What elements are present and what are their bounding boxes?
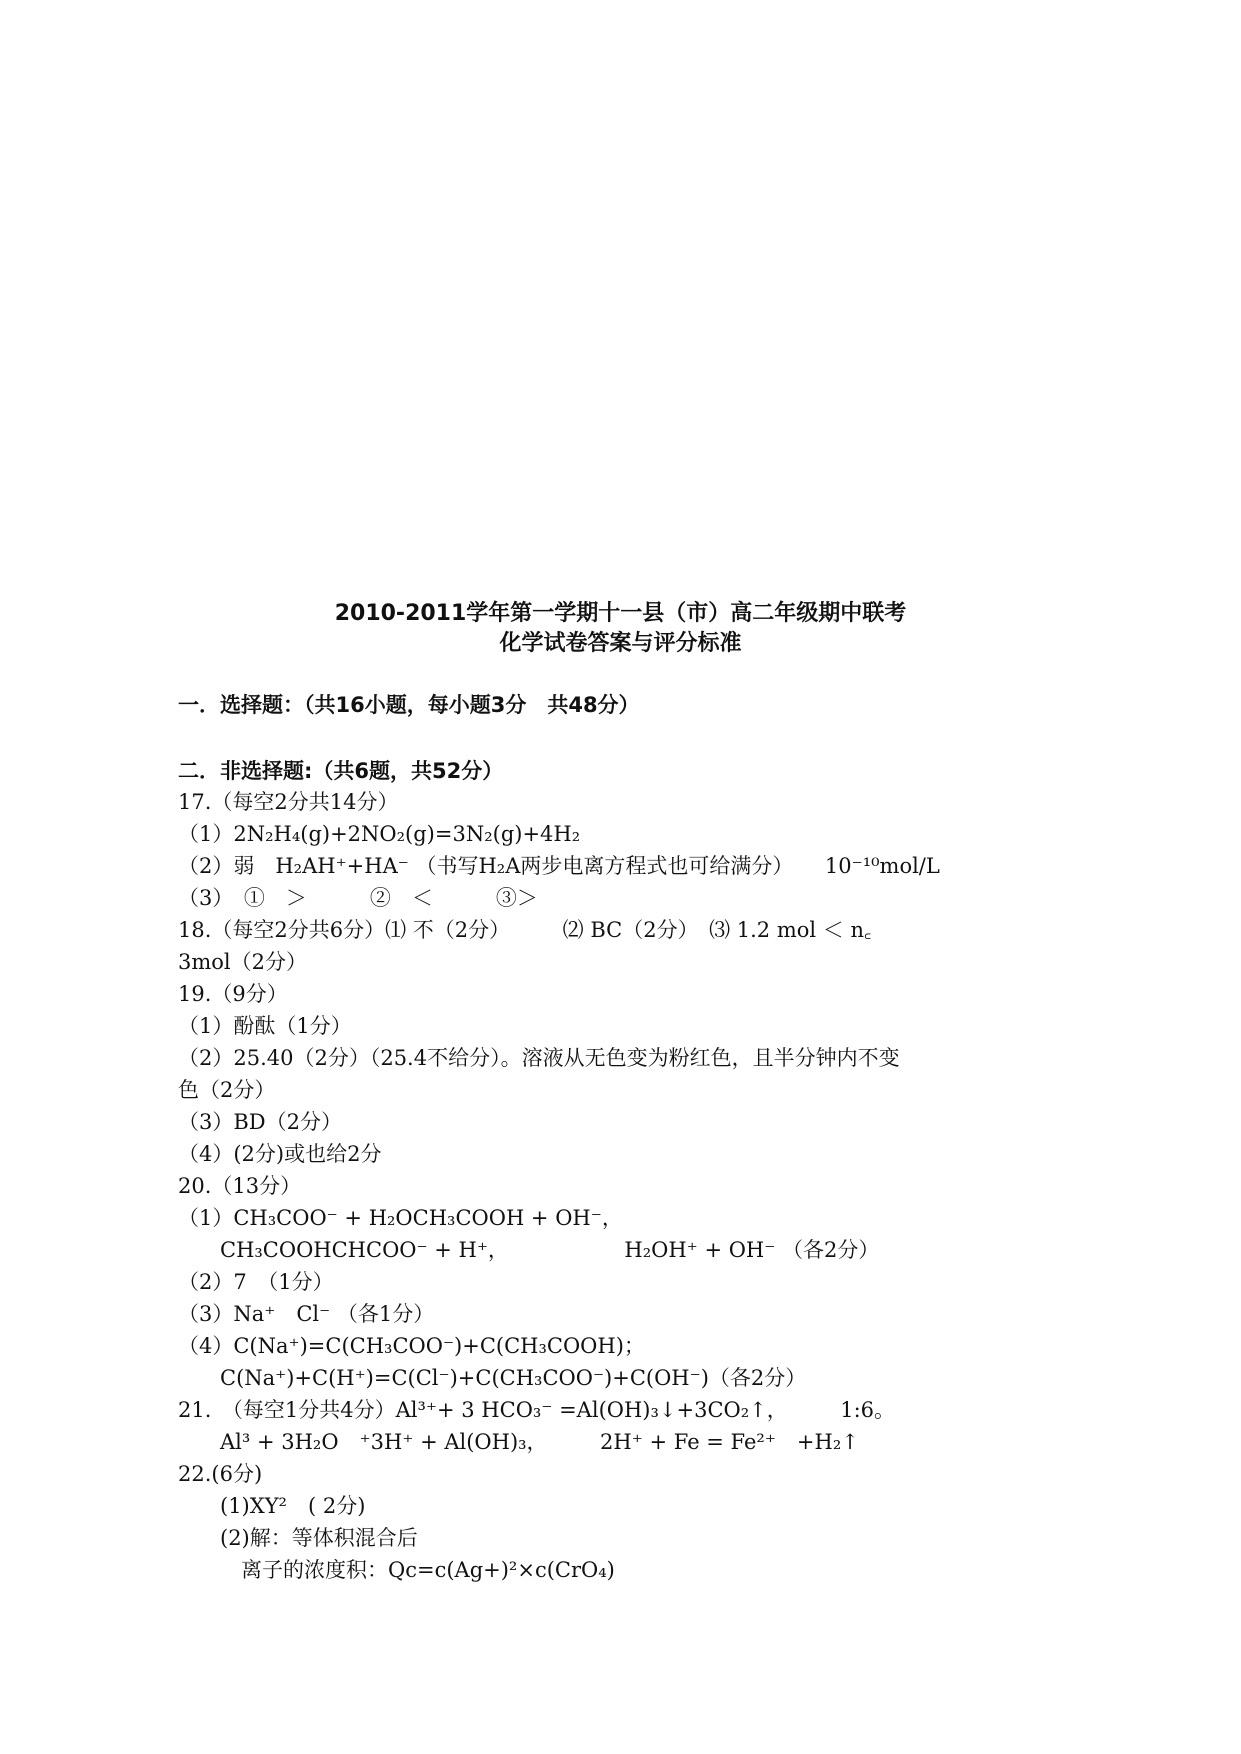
answer-line: 离子的浓度积：Qc=c(Ag+)²×c(CrO₄) xyxy=(178,1558,615,1582)
answer-line: （3）Na⁺ Cl⁻ （各1分） xyxy=(178,1302,435,1326)
answer-line: （4）(2分)或也给2分 xyxy=(178,1142,382,1166)
answer-line: (2)解：等体积混合后 xyxy=(178,1526,418,1550)
answer-line: 17.（每空2分共14分） xyxy=(178,790,399,814)
document-title: 2010-2011学年第一学期十一县（市）高二年级期中联考 xyxy=(334,601,907,626)
answer-line: 3mol（2分） xyxy=(178,950,307,974)
answer-line: 21. （每空1分共4分）Al³⁺+ 3 HCO₃⁻ =Al(OH)₃↓+3CO₂↑， 1:6。 xyxy=(178,1398,896,1422)
answer-line: 18.（每空2分共6分）⑴ 不（2分） ⑵ BC（2分） ⑶ 1.2 mol ＜ n꜀ xyxy=(178,918,872,942)
answer-line: (1)XY² ( 2分) xyxy=(178,1494,366,1518)
answer-line: （1）2N₂H₄(g)+2NO₂(g)=3N₂(g)+4H₂ xyxy=(178,822,581,846)
answer-line: CH₃COOHCHCOO⁻ + H⁺， H₂OH⁺ + OH⁻ （各2分） xyxy=(178,1238,880,1262)
answer-line: 20.（13分） xyxy=(178,1174,302,1198)
answer-line: （2）25.40（2分）（25.4不给分）。溶液从无色变为粉红色，且半分钟内不变 xyxy=(178,1046,900,1070)
document-subtitle: 化学试卷答案与评分标准 xyxy=(499,631,742,656)
answer-line: （3） ① ＞ ② ＜ ③＞ xyxy=(178,886,538,910)
answer-line: 色（2分） xyxy=(178,1078,276,1102)
answer-line: （1）酚酞（1分） xyxy=(178,1014,352,1038)
section-multiple-choice-heading: 一．选择题：（共16小题，每小题3分 共48分） xyxy=(178,693,640,717)
answer-line: 19.（9分） xyxy=(178,982,288,1006)
answer-line: （2）弱 H₂AH⁺+HA⁻ （书写H₂A两步电离方程式也可给满分） 10⁻¹⁰mol/L xyxy=(178,854,940,878)
answer-line: Al³ + 3H₂O ⁺3H⁺ + Al(OH)₃， 2H⁺ + Fe = Fe²⁺ +H₂↑ xyxy=(178,1430,859,1454)
section-free-response-heading: 二．非选择题:（共6题，共52分） xyxy=(178,759,504,783)
answer-line: C(Na⁺)+C(H⁺)=C(Cl⁻)+C(CH₃COO⁻)+C(OH⁻)（各2分） xyxy=(178,1366,807,1390)
answer-line: （3）BD（2分） xyxy=(178,1110,342,1134)
answer-line: （2）7 （1分） xyxy=(178,1270,334,1294)
answer-line: （4）C(Na⁺)=C(CH₃COO⁻)+C(CH₃COOH)； xyxy=(178,1334,645,1358)
answer-line: （1）CH₃COO⁻ + H₂OCH₃COOH + OH⁻， xyxy=(178,1206,623,1230)
answer-line: 22.(6分) xyxy=(178,1462,263,1486)
